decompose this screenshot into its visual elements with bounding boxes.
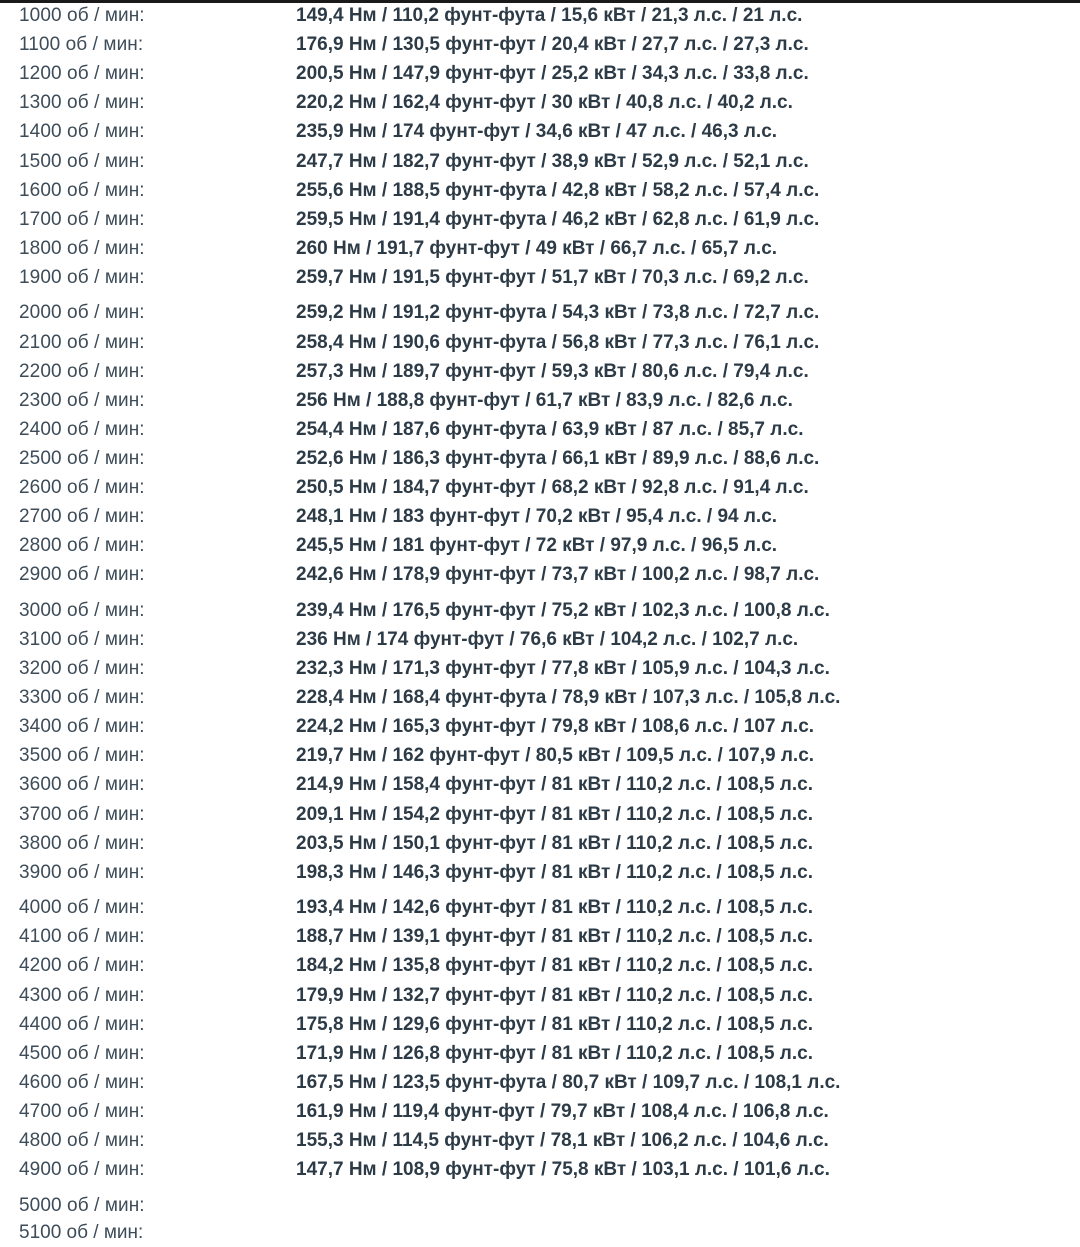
rpm-label: 4100 об / мин: [19, 926, 145, 948]
table-row [0, 800, 1080, 829]
table-row [0, 625, 1080, 654]
rpm-label: 3300 об / мин: [19, 687, 145, 709]
power-torque-value: 200,5 Нм / 147,9 фунт-фут / 25,2 кВт / 34,3 л.с. / 33,8 л.с. [296, 63, 809, 85]
table-row [0, 741, 1080, 770]
table-row [0, 415, 1080, 444]
power-torque-value: 250,5 Нм / 184,7 фунт-фут / 68,2 кВт / 92,8 л.с. / 91,4 л.с. [296, 477, 809, 498]
power-torque-value: 245,5 Нм / 181 фунт-фут / 72 кВт / 97,9 л.с. / 96,5 л.с. [296, 535, 778, 557]
rpm-label: 1800 об / мин: [19, 237, 145, 259]
table-row [0, 829, 1080, 858]
table-row [0, 1191, 1080, 1220]
rpm-label: 4900 об / мин: [19, 1159, 145, 1181]
table-row [0, 147, 1080, 176]
rpm-label: 2800 об / мин: [19, 535, 145, 557]
rpm-label: 2000 об / мин: [19, 302, 145, 324]
power-torque-value: 247,7 Нм / 182,7 фунт-фут / 38,9 кВт / 52,9 л.с. / 52,1 л.с. [296, 150, 809, 172]
table-row [0, 712, 1080, 741]
table-row [0, 1155, 1080, 1184]
table-row [0, 893, 1080, 922]
rpm-label: 1600 об / мин: [19, 179, 145, 201]
rpm-label: 3900 об / мин: [19, 861, 145, 883]
power-torque-value: 193,4 Нм / 142,6 фунт-фут / 81 кВт / 110,2 л.с. / 108,5 л.с. [296, 897, 813, 919]
table-row [0, 1068, 1080, 1097]
rpm-label: 4400 об / мин: [19, 1013, 145, 1035]
rpm-label: 1000 об / мин: [19, 5, 145, 26]
table-row [0, 858, 1080, 887]
power-torque-value: 176,9 Нм / 130,5 фунт-фут / 20,4 кВт / 27,7 л.с. / 27,3 л.с. [296, 34, 809, 56]
power-torque-value: 232,3 Нм / 171,3 фунт-фут / 77,8 кВт / 105,9 л.с. / 104,3 л.с. [296, 658, 830, 679]
power-torque-value: 155,3 Нм / 114,5 фунт-фут / 78,1 кВт / 106,2 л.с. / 104,6 л.с. [296, 1130, 829, 1151]
table-row [0, 1010, 1080, 1039]
table-row [0, 654, 1080, 683]
table-row [0, 1097, 1080, 1126]
power-torque-value: 259,2 Нм / 191,2 фунт-фута / 54,3 кВт / 73,8 л.с. / 72,7 л.с. [296, 302, 820, 324]
power-torque-value: 236 Нм / 174 фунт-фут / 76,6 кВт / 104,2 л.с. / 102,7 л.с. [296, 628, 799, 650]
power-torque-value: 254,4 Нм / 187,6 фунт-фута / 63,9 кВт / 87 л.с. / 85,7 л.с. [296, 418, 804, 440]
power-torque-value: 242,6 Нм / 178,9 фунт-фут / 73,7 кВт / 100,2 л.с. / 98,7 л.с. [296, 564, 820, 586]
rpm-label: 4000 об / мин: [19, 897, 145, 919]
table-row [0, 531, 1080, 560]
rpm-label: 3200 об / мин: [19, 658, 145, 679]
power-torque-value: 260 Нм / 191,7 фунт-фут / 49 кВт / 66,7 л.с. / 65,7 л.с. [296, 237, 778, 259]
table-row [0, 1, 1080, 30]
table-row [0, 1126, 1080, 1155]
table-row [0, 357, 1080, 386]
table-row [0, 234, 1080, 263]
rpm-label: 4800 об / мин: [19, 1130, 145, 1151]
power-torque-value: 259,5 Нм / 191,4 фунт-фута / 46,2 кВт / 62,8 л.с. / 61,9 л.с. [296, 208, 820, 230]
power-torque-value: 214,9 Нм / 158,4 фунт-фут / 81 кВт / 110,2 л.с. / 108,5 л.с. [296, 774, 813, 796]
power-torque-value: 167,5 Нм / 123,5 фунт-фута / 80,7 кВт / 109,7 л.с. / 108,1 л.с. [296, 1071, 841, 1093]
power-torque-value: 161,9 Нм / 119,4 фунт-фут / 79,7 кВт / 108,4 л.с. / 106,8 л.с. [296, 1100, 829, 1122]
rpm-label: 2100 об / мин: [19, 331, 145, 353]
rpm-label: 2900 об / мин: [19, 564, 145, 586]
power-torque-value: 179,9 Нм / 132,7 фунт-фут / 81 кВт / 110,2 л.с. / 108,5 л.с. [296, 984, 813, 1006]
rpm-label: 3600 об / мин: [19, 774, 145, 796]
rpm-label: 1700 об / мин: [19, 208, 145, 230]
power-torque-value: 219,7 Нм / 162 фунт-фут / 80,5 кВт / 109,5 л.с. / 107,9 л.с. [296, 745, 815, 767]
power-torque-value: 235,9 Нм / 174 фунт-фут / 34,6 кВт / 47 л.с. / 46,3 л.с. [296, 121, 778, 143]
table-row [0, 683, 1080, 712]
rpm-label: 4700 об / мин: [19, 1100, 145, 1122]
rpm-label: 2700 об / мин: [19, 506, 145, 528]
table-row [0, 298, 1080, 327]
rpm-label: 3800 об / мин: [19, 832, 145, 854]
rpm-label: 1200 об / мин: [19, 63, 145, 85]
table-row [0, 951, 1080, 980]
rpm-label: 3500 об / мин: [19, 745, 145, 767]
power-torque-value: 209,1 Нм / 154,2 фунт-фут / 81 кВт / 110,2 л.с. / 108,5 л.с. [296, 803, 813, 825]
power-torque-value: 171,9 Нм / 126,8 фунт-фут / 81 кВт / 110,2 л.с. / 108,5 л.с. [296, 1042, 813, 1064]
cutoff-row [19, 1218, 169, 1243]
rpm-label: 4600 об / мин: [19, 1071, 145, 1093]
table-row [0, 560, 1080, 589]
table-row [0, 176, 1080, 205]
rpm-label: 4300 об / мин: [19, 984, 145, 1006]
rpm-label: 3700 об / мин: [19, 803, 145, 825]
power-torque-value: 239,4 Нм / 176,5 фунт-фут / 75,2 кВт / 102,3 л.с. / 100,8 л.с. [296, 599, 830, 621]
table-row [0, 502, 1080, 531]
table-row [0, 328, 1080, 357]
rpm-label: 3000 об / мин: [19, 599, 145, 621]
power-torque-value: 220,2 Нм / 162,4 фунт-фут / 30 кВт / 40,8 л.с. / 40,2 л.с. [296, 92, 793, 114]
table-row [0, 386, 1080, 415]
rpm-label: 1300 об / мин: [19, 92, 145, 114]
power-torque-value: 149,4 Нм / 110,2 фунт-фута / 15,6 кВт / 21,3 л.с. / 21 л.с. [296, 5, 803, 26]
rpm-label: 5000 об / мин: [19, 1194, 145, 1216]
rpm-label: 1900 об / мин: [19, 266, 145, 288]
table-row [0, 117, 1080, 146]
power-torque-value: 147,7 Нм / 108,9 фунт-фут / 75,8 кВт / 103,1 л.с. / 101,6 л.с. [296, 1159, 830, 1181]
power-torque-value: 184,2 Нм / 135,8 фунт-фут / 81 кВт / 110,2 л.с. / 108,5 л.с. [296, 955, 813, 977]
power-torque-value: 258,4 Нм / 190,6 фунт-фута / 56,8 кВт / 77,3 л.с. / 76,1 л.с. [296, 331, 820, 353]
power-torque-value: 228,4 Нм / 168,4 фунт-фута / 78,9 кВт / 107,3 л.с. / 105,8 л.с. [296, 687, 841, 709]
power-torque-value: 255,6 Нм / 188,5 фунт-фута / 42,8 кВт / 58,2 л.с. / 57,4 л.с. [296, 179, 820, 201]
rpm-label: 1400 об / мин: [19, 121, 145, 143]
rpm-label: 2300 об / мин: [19, 389, 145, 411]
rpm-label: 2200 об / мин: [19, 360, 145, 382]
table-row [0, 205, 1080, 234]
rpm-label: 3100 об / мин: [19, 628, 145, 650]
table-row [0, 922, 1080, 951]
power-torque-value: 252,6 Нм / 186,3 фунт-фута / 66,1 кВт / 89,9 л.с. / 88,6 л.с. [296, 447, 820, 469]
power-torque-value: 198,3 Нм / 146,3 фунт-фут / 81 кВт / 110,2 л.с. / 108,5 л.с. [296, 861, 813, 883]
table-row [0, 30, 1080, 59]
table-row [0, 770, 1080, 799]
rpm-label: 1100 об / мин: [19, 34, 144, 56]
table-row [0, 59, 1080, 88]
power-torque-value: 224,2 Нм / 165,3 фунт-фут / 79,8 кВт / 108,6 л.с. / 107 л.с. [296, 716, 815, 738]
rpm-label: 2600 об / мин: [19, 477, 145, 498]
table-row [0, 263, 1080, 292]
table-row [0, 596, 1080, 625]
cutoff-rpm-label: 5100 об / мин: [19, 1222, 144, 1243]
table-row [0, 473, 1080, 502]
power-torque-value: 259,7 Нм / 191,5 фунт-фут / 51,7 кВт / 70,3 л.с. / 69,2 л.с. [296, 266, 809, 288]
rpm-label: 4500 об / мин: [19, 1042, 145, 1064]
table-row [0, 981, 1080, 1010]
rpm-label: 2400 об / мин: [19, 418, 145, 440]
rpm-label: 3400 об / мин: [19, 716, 145, 738]
rpm-label: 1500 об / мин: [19, 150, 145, 172]
power-torque-value: 257,3 Нм / 189,7 фунт-фут / 59,3 кВт / 80,6 л.с. / 79,4 л.с. [296, 360, 809, 382]
power-torque-value: 175,8 Нм / 129,6 фунт-фут / 81 кВт / 110,2 л.с. / 108,5 л.с. [296, 1013, 813, 1035]
power-torque-value: 248,1 Нм / 183 фунт-фут / 70,2 кВт / 95,4 л.с. / 94 л.с. [296, 506, 778, 528]
power-torque-value: 203,5 Нм / 150,1 фунт-фут / 81 кВт / 110,2 л.с. / 108,5 л.с. [296, 832, 813, 854]
rpm-label: 4200 об / мин: [19, 955, 145, 977]
table-row [0, 444, 1080, 473]
table-row [0, 1039, 1080, 1068]
power-torque-value: 188,7 Нм / 139,1 фунт-фут / 81 кВт / 110,2 л.с. / 108,5 л.с. [296, 926, 813, 948]
power-torque-value: 256 Нм / 188,8 фунт-фут / 61,7 кВт / 83,9 л.с. / 82,6 л.с. [296, 389, 793, 411]
table-row [0, 88, 1080, 117]
rpm-label: 2500 об / мин: [19, 447, 145, 469]
